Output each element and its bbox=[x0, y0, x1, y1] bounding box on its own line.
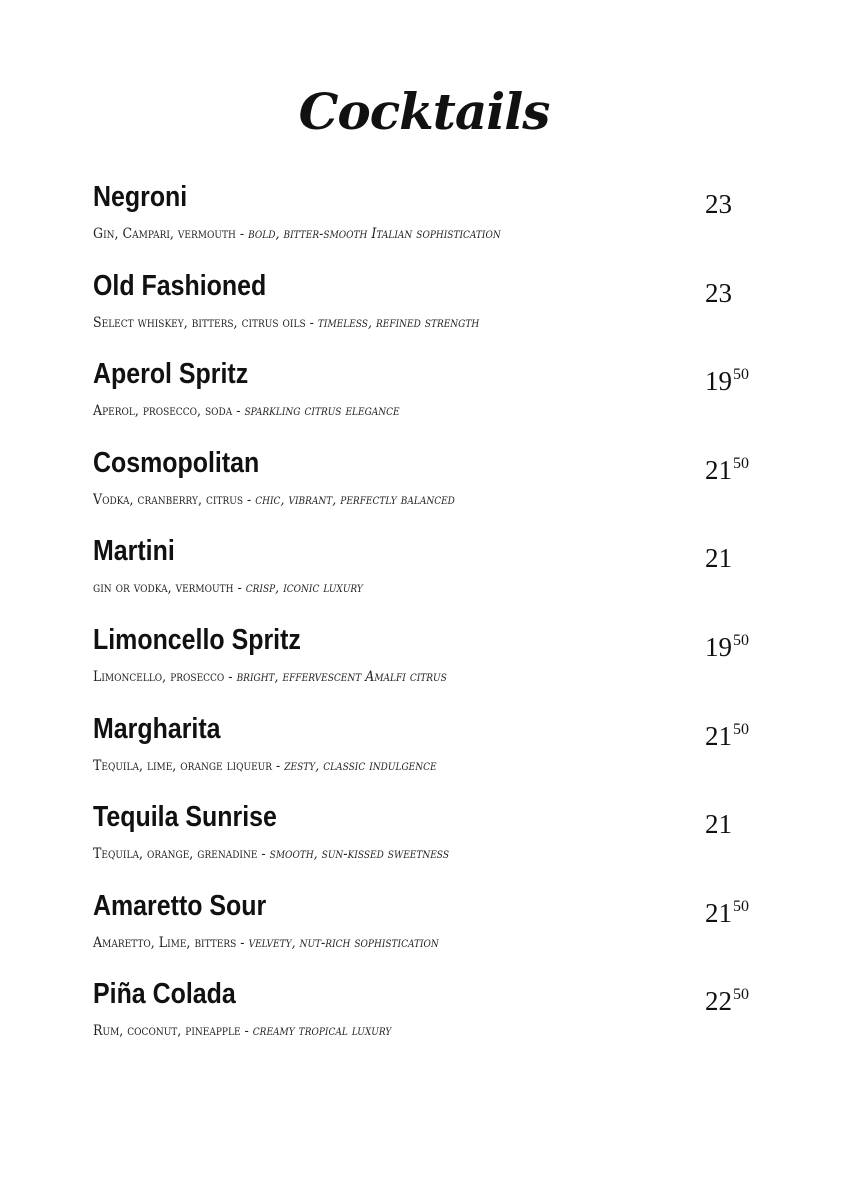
item-price bbox=[705, 534, 733, 576]
menu-item bbox=[93, 178, 773, 267]
price-whole: 19 bbox=[705, 631, 732, 662]
price-whole: 21 bbox=[705, 454, 732, 485]
menu-item bbox=[93, 267, 773, 356]
item-ingredients: Amaretto, Lime, bitters bbox=[93, 934, 237, 951]
price-cents: 50 bbox=[733, 454, 749, 472]
menu-item bbox=[93, 887, 773, 976]
item-name: Tequila Sunrise bbox=[93, 801, 277, 834]
item-ingredients: Tequila, lime, orange liqueur bbox=[93, 757, 273, 774]
item-ingredients: Rum, coconut, pineapple bbox=[93, 1023, 241, 1040]
price-cents: 50 bbox=[733, 897, 749, 915]
item-tasting-note: bold, bitter-smooth Italian sophistication bbox=[248, 226, 501, 242]
item-ingredients: Tequila, orange, grenadine bbox=[93, 846, 258, 863]
item-name: Negroni bbox=[93, 181, 188, 213]
item-name: Piña Colada bbox=[93, 978, 236, 1011]
price-cents: 50 bbox=[733, 720, 749, 738]
price-cents: 50 bbox=[733, 631, 749, 649]
item-tasting-note: sparkling citrus elegance bbox=[244, 403, 400, 420]
item-price bbox=[705, 889, 749, 931]
item-description: Tequila, lime, orange liqueur - zesty, classic indulgence bbox=[93, 757, 437, 774]
price-whole: 23 bbox=[705, 189, 732, 219]
item-tasting-note: chic, vibrant, perfectly balanced bbox=[255, 491, 455, 508]
item-tasting-note: crisp, iconic luxury bbox=[245, 580, 363, 597]
item-description: Select whiskey, bitters, citrus oils - timeless, refined strength bbox=[93, 314, 480, 331]
item-price bbox=[705, 180, 733, 222]
item-tasting-note: velvety, nut-rich sophistication bbox=[248, 934, 439, 951]
item-ingredients: Gin, Campari, vermouth bbox=[93, 226, 236, 242]
item-description: Amaretto, Lime, bitters - velvety, nut-rich sophistication bbox=[93, 934, 439, 951]
menu-item bbox=[93, 621, 773, 710]
price-cents: 50 bbox=[733, 986, 749, 1004]
price-whole: 21 bbox=[705, 809, 732, 840]
page-title: Cocktails bbox=[298, 82, 550, 141]
item-price bbox=[705, 800, 733, 842]
item-name: Aperol Spritz bbox=[93, 358, 249, 391]
item-tasting-note: timeless, refined strength bbox=[317, 314, 480, 331]
item-description: Gin, Campari, vermouth - bold, bitter-smooth Italian sophistication bbox=[93, 226, 501, 242]
item-description: Vodka, cranberry, citrus - chic, vibrant, perfectly balanced bbox=[93, 491, 455, 508]
item-ingredients: Limoncello, prosecco bbox=[93, 668, 225, 685]
item-description: Tequila, orange, grenadine - smooth, sun-kissed sweetness bbox=[93, 846, 449, 863]
item-price bbox=[705, 357, 749, 399]
price-whole: 21 bbox=[705, 897, 732, 928]
item-description: Limoncello, prosecco - bright, effervescent Amalfi citrus bbox=[93, 668, 447, 685]
item-price bbox=[705, 446, 749, 488]
menu-item bbox=[93, 710, 773, 799]
item-description: gin or vodka, vermouth - crisp, iconic luxury bbox=[93, 580, 363, 597]
menu-item bbox=[93, 532, 773, 621]
item-price bbox=[705, 977, 749, 1019]
item-name: Limoncello Spritz bbox=[93, 623, 301, 656]
item-ingredients: Select whiskey, bitters, citrus oils bbox=[93, 314, 306, 331]
item-tasting-note: creamy tropical luxury bbox=[252, 1023, 392, 1040]
price-cents: 50 bbox=[733, 366, 749, 384]
menu-item bbox=[93, 798, 773, 887]
item-name: Martini bbox=[93, 535, 175, 568]
item-ingredients: Aperol, prosecco, soda bbox=[93, 403, 233, 420]
item-name: Amaretto Sour bbox=[93, 889, 267, 922]
item-tasting-note: smooth, sun-kissed sweetness bbox=[269, 846, 449, 863]
menu-item bbox=[93, 355, 773, 444]
price-whole: 21 bbox=[705, 543, 732, 574]
item-tasting-note: bright, effervescent Amalfi citrus bbox=[236, 668, 447, 685]
cocktail-list bbox=[93, 178, 773, 1064]
item-ingredients: gin or vodka, vermouth bbox=[93, 580, 234, 597]
menu-item bbox=[93, 444, 773, 533]
item-name: Cosmopolitan bbox=[93, 446, 260, 479]
item-price bbox=[705, 623, 749, 665]
price-whole: 19 bbox=[705, 366, 732, 397]
menu-item bbox=[93, 975, 773, 1064]
price-whole: 21 bbox=[705, 720, 732, 751]
item-price bbox=[705, 269, 733, 311]
item-price bbox=[705, 712, 749, 754]
item-tasting-note: zesty, classic indulgence bbox=[284, 757, 437, 774]
price-whole: 22 bbox=[705, 986, 732, 1017]
item-description: Rum, coconut, pineapple - creamy tropical luxury bbox=[93, 1023, 392, 1040]
item-name: Old Fashioned bbox=[93, 269, 267, 302]
item-name: Margharita bbox=[93, 712, 221, 745]
price-whole: 23 bbox=[705, 277, 732, 308]
item-ingredients: Vodka, cranberry, citrus bbox=[93, 491, 243, 508]
item-description: Aperol, prosecco, soda - sparkling citrus elegance bbox=[93, 403, 400, 420]
